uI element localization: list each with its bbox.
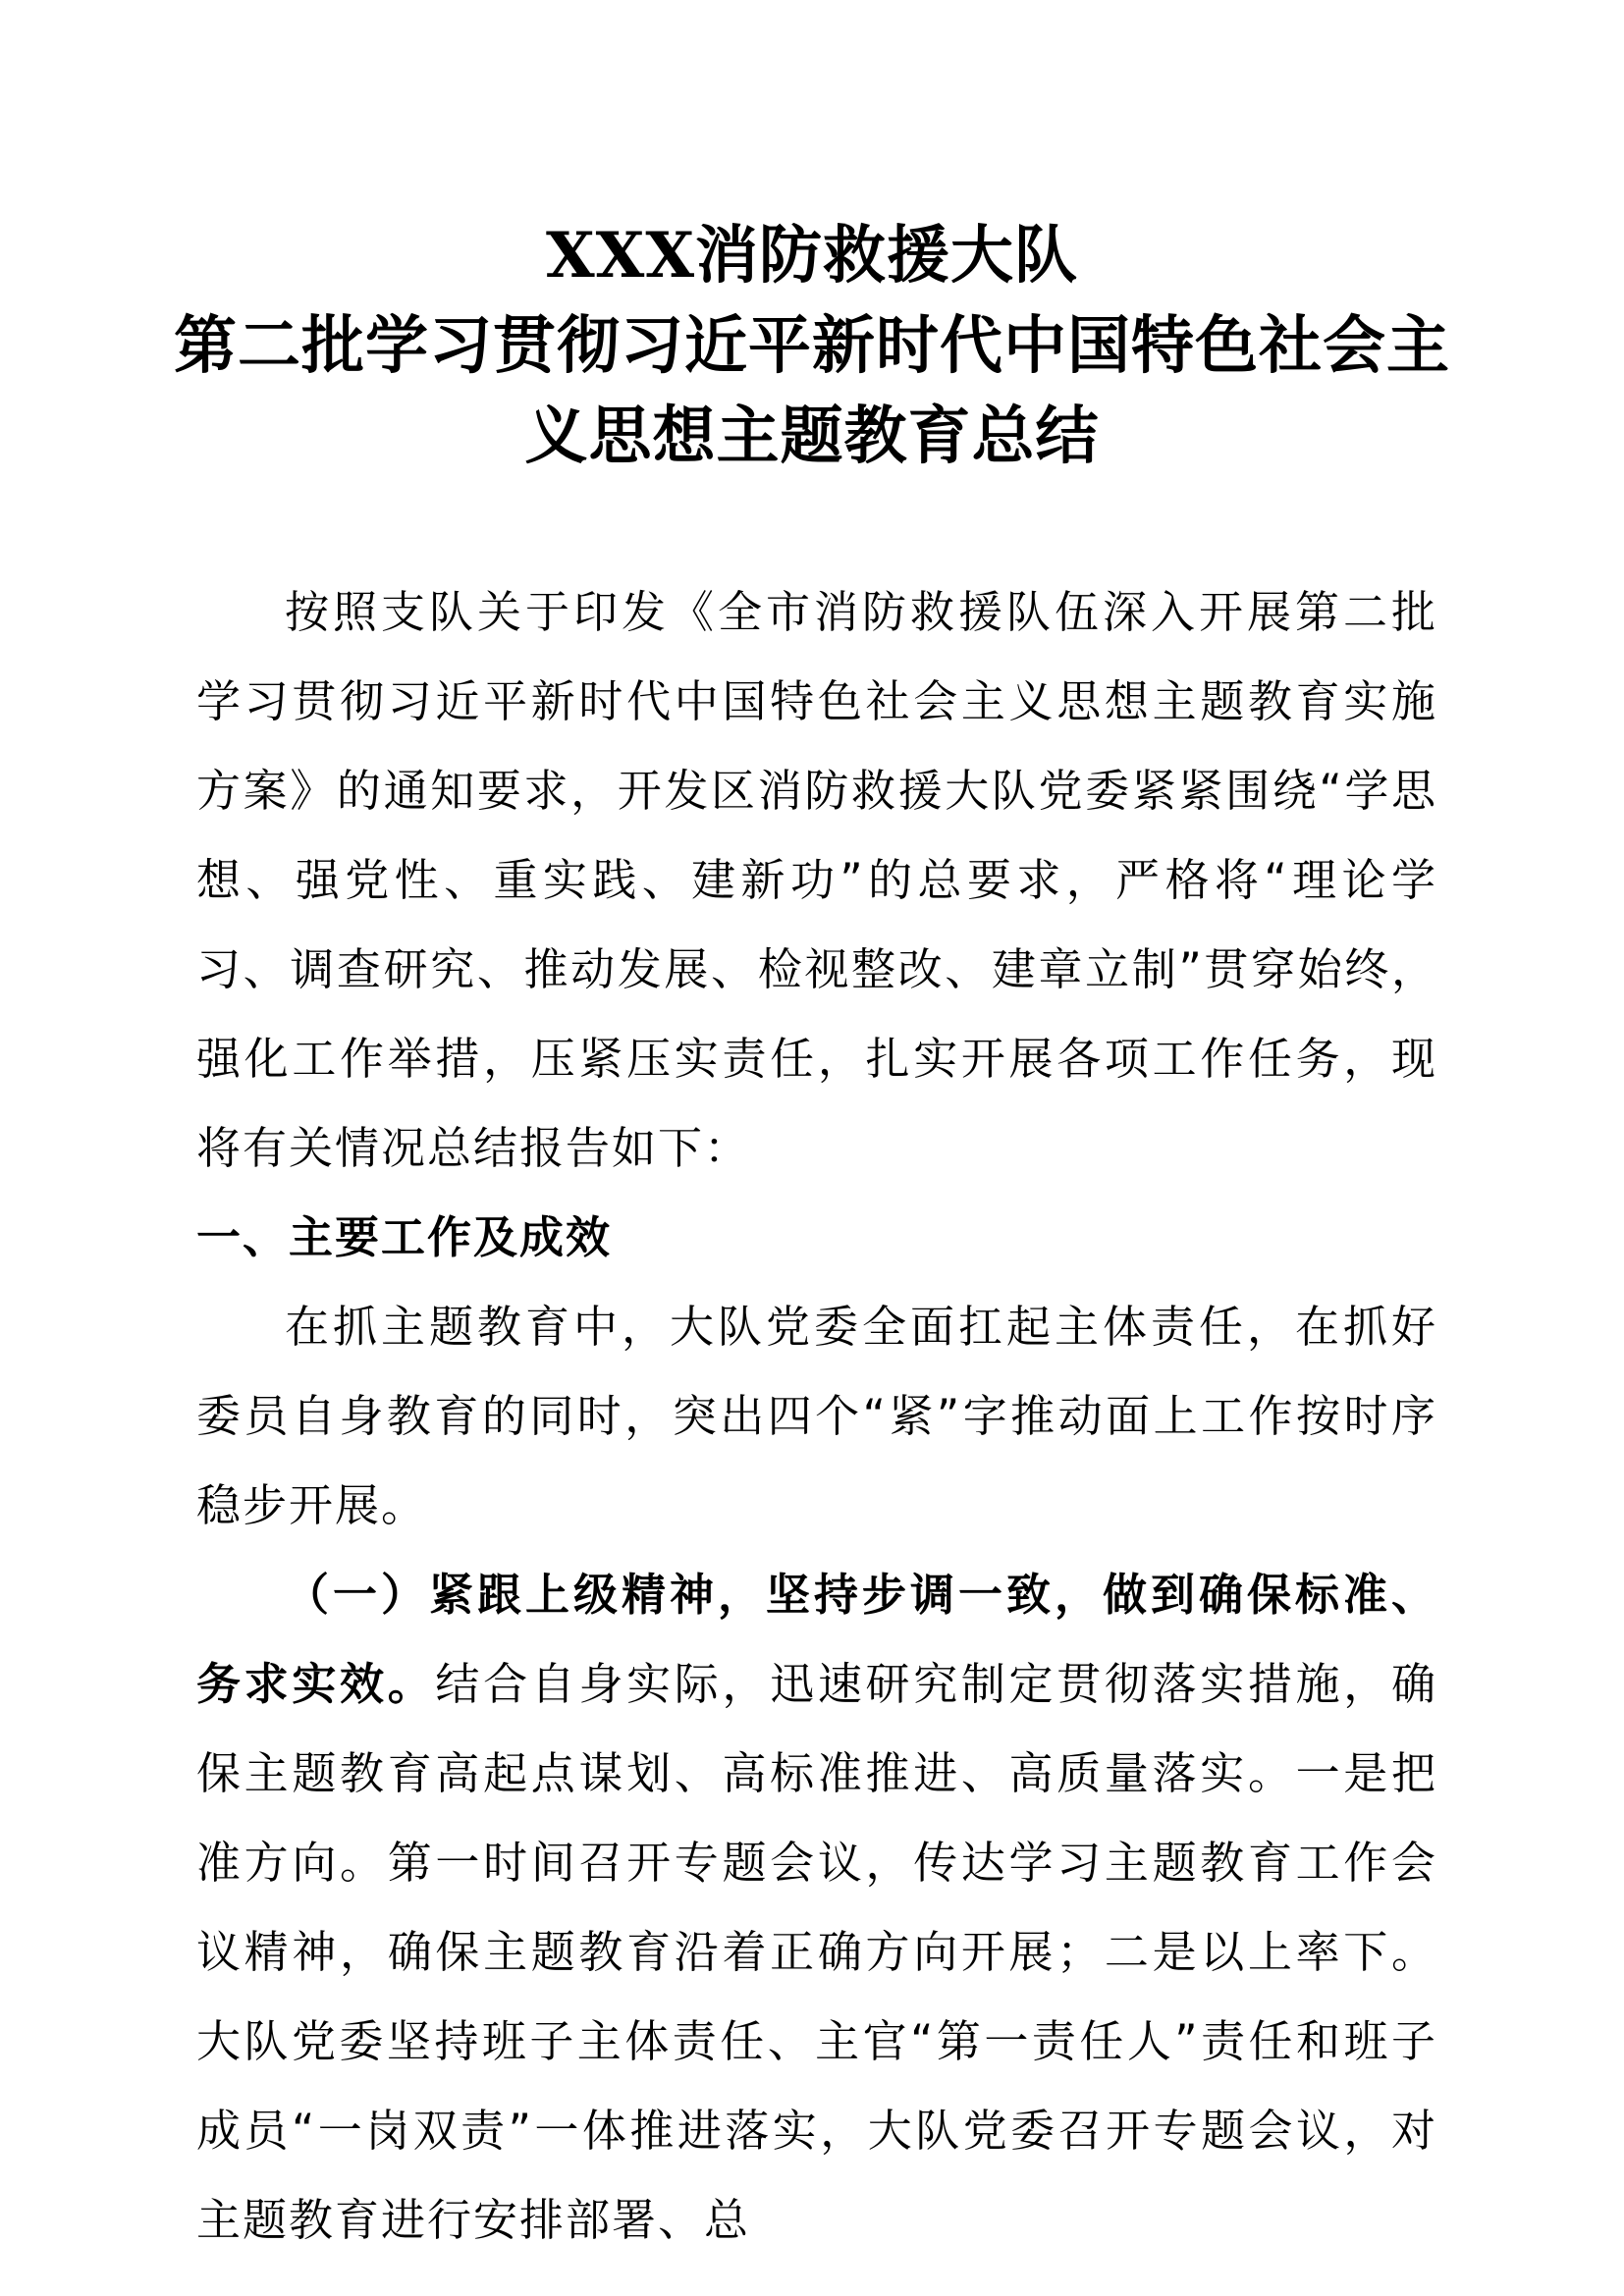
title-line-3: 义思想主题教育总结 [524,400,1100,473]
title-line-2: 第二批学习贯彻习近平新时代中国特色社会主 [174,309,1450,383]
section-heading-1: 一、主要工作及成效 [196,1211,613,1263]
document-body [196,567,1437,2265]
title-line-1: XXX消防救援大队 [546,219,1078,293]
subsection-1-text: 结合自身实际，迅速研究制定贯彻落实措施，确保主题教育高起点谋划、高标准推进、高质量落实。一是把准方向。第一时间召开专题会议，传达学习主题教育工作会议精神，确保主题教育沿着正确方向开展；二是以上率下。大队党委坚持班子主体责任、主官“第一责任人”责任和班子成员“一岗双责”一体推进落实，大队党委召开专题会议，对主题教育进行安排部署、总 [196,1658,1437,2246]
subsection-heading-1: （一）紧跟上级精神，坚持步调一致，做到确保标准、务求实效。 [196,1569,1437,1710]
subsection-1-paragraph [196,1550,1437,2265]
section-1-paragraph: 在抓主题教育中，大队党委全面扛起主体责任，在抓好委员自身教育的同时，突出四个“紧”字推动面上工作按时序稳步开展。 [196,1301,1437,1531]
document-title [157,211,1467,482]
intro-paragraph: 按照支队关于印发《全市消防救援队伍深入开展第二批学习贯彻习近平新时代中国特色社会主义思想主题教育实施方案》的通知要求，开发区消防救援大队党委紧紧围绕“学思想、强党性、重实践、建新功”的总要求，严格将“理论学习、调查研究、推动发展、检视整改、建章立制”贯穿始终，强化工作举措，压紧压实责任，扎实开展各项工作任务，现将有关情况总结报告如下： [196,586,1437,1174]
